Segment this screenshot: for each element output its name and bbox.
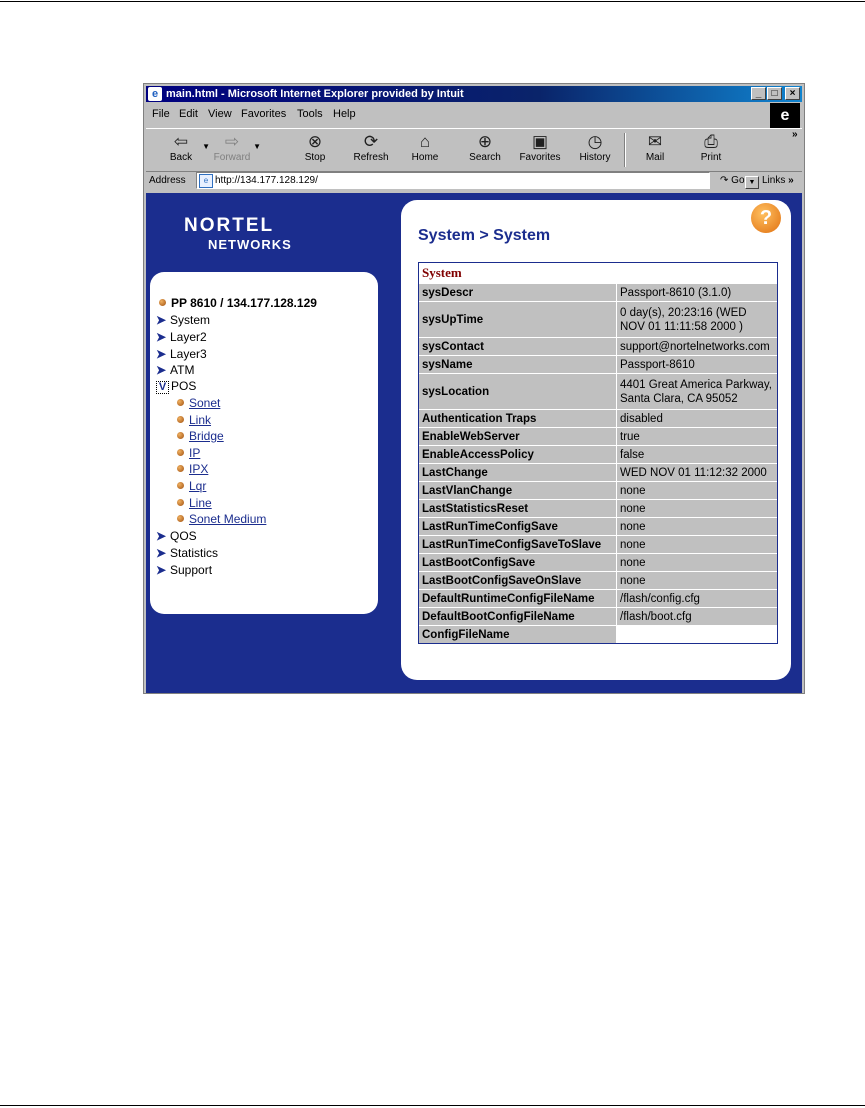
bullet-icon <box>177 465 184 472</box>
minimize-button[interactable]: _ <box>751 87 766 100</box>
print-icon: ⎙ <box>704 132 718 151</box>
bullet-icon <box>177 515 184 522</box>
bullet-icon <box>177 399 184 406</box>
field-label: EnableAccessPolicy <box>419 446 616 463</box>
expand-arrow-icon: ➤ <box>156 313 167 327</box>
field-value: none <box>617 500 777 517</box>
table-row <box>419 571 777 589</box>
nav-subitem-line[interactable]: Line <box>177 496 212 510</box>
history-button[interactable]: ◷ History <box>572 132 618 163</box>
forward-button[interactable]: ⇨ Forward ▼ <box>209 132 255 163</box>
nav-subitem-sonet[interactable]: Sonet <box>177 396 220 410</box>
nav-item-support[interactable]: ➤ Support <box>156 563 213 577</box>
field-value: none <box>617 554 777 571</box>
maximize-button[interactable]: □ <box>767 87 782 100</box>
nav-item-statistics[interactable]: ➤ Statistics <box>156 546 219 560</box>
field-label: LastBootConfigSave <box>419 554 616 571</box>
table-row <box>419 463 777 481</box>
refresh-button[interactable]: ⟳ Refresh <box>348 132 394 163</box>
ie-throbber-logo: e <box>770 103 800 129</box>
table-row <box>419 607 777 625</box>
search-button[interactable]: ⊕ Search <box>462 132 508 163</box>
forward-arrow-icon: ⇨ <box>224 132 240 151</box>
table-row <box>419 535 777 553</box>
back-arrow-icon: ⇦ <box>173 132 189 151</box>
expand-arrow-icon: ➤ <box>156 363 167 377</box>
home-icon: ⌂ <box>419 132 431 151</box>
bullet-icon <box>177 416 184 423</box>
nav-item-pos[interactable]: V POS <box>156 379 196 394</box>
window-title: main.html - Microsoft Internet Explorer provided by Intuit <box>166 88 464 100</box>
print-button[interactable]: ⎙ Print <box>688 132 734 163</box>
menu-help[interactable]: Help <box>333 108 356 120</box>
page-content <box>146 193 802 693</box>
field-label: LastChange <box>419 464 616 481</box>
field-label: DefaultBootConfigFileName <box>419 608 616 625</box>
page-icon: e <box>199 174 213 188</box>
field-value: disabled <box>617 410 777 427</box>
field-label: sysContact <box>419 338 616 355</box>
field-label: LastBootConfigSaveOnSlave <box>419 572 616 589</box>
expand-arrow-icon: ➤ <box>156 330 167 344</box>
search-icon: ⊕ <box>477 132 493 151</box>
field-value: Passport-8610 <box>617 356 777 373</box>
refresh-icon: ⟳ <box>363 132 379 151</box>
collapse-arrow-icon: V <box>156 381 169 394</box>
field-value: /flash/config.cfg <box>617 590 777 607</box>
history-icon: ◷ <box>587 132 603 151</box>
ie-app-icon: e <box>148 87 162 101</box>
table-row <box>419 499 777 517</box>
page-title: System > System <box>418 227 551 244</box>
bullet-icon <box>159 299 166 306</box>
menu-bar <box>146 104 802 124</box>
nav-subitem-lqr[interactable]: Lqr <box>177 479 206 493</box>
field-value: true <box>617 428 777 445</box>
field-value: none <box>617 518 777 535</box>
favorites-button[interactable]: ▣ Favorites <box>517 132 563 163</box>
table-row <box>419 301 777 337</box>
table-row <box>419 409 777 427</box>
field-label: LastRunTimeConfigSaveToSlave <box>419 536 616 553</box>
field-label: LastRunTimeConfigSave <box>419 518 616 535</box>
table-row <box>419 553 777 571</box>
menu-file[interactable]: File <box>152 108 170 120</box>
field-label: ConfigFileName <box>419 626 616 643</box>
field-value: none <box>617 572 777 589</box>
nav-subitem-link[interactable]: Link <box>177 413 211 427</box>
field-label: DefaultRuntimeConfigFileName <box>419 590 616 607</box>
expand-arrow-icon: ➤ <box>156 529 167 543</box>
field-value: 4401 Great America Parkway, Santa Clara, CA 95052 <box>617 374 777 409</box>
page-bottom-rule <box>0 1105 865 1106</box>
table-row <box>419 337 777 355</box>
menu-view[interactable]: View <box>208 108 232 120</box>
table-row <box>419 625 777 643</box>
field-value: Passport-8610 (3.1.0) <box>617 284 777 301</box>
nav-subitem-ipx[interactable]: IPX <box>177 462 208 476</box>
nav-item-atm[interactable]: ➤ ATM <box>156 363 195 377</box>
nav-subitem-bridge[interactable]: Bridge <box>177 429 224 443</box>
field-value: 0 day(s), 20:23:16 (WED NOV 01 11:11:58 2000 ) <box>617 302 777 337</box>
field-value: false <box>617 446 777 463</box>
go-button[interactable]: ↷ Go <box>720 175 745 186</box>
field-label: LastVlanChange <box>419 482 616 499</box>
field-value: support@nortelnetworks.com <box>617 338 777 355</box>
field-label: sysUpTime <box>419 302 616 337</box>
table-row <box>419 355 777 373</box>
close-button[interactable]: × <box>785 87 800 100</box>
expand-arrow-icon: ➤ <box>156 546 167 560</box>
back-dropdown-icon[interactable]: ▼ <box>202 142 210 151</box>
nortel-networks-logo: NORTEL NETWORKS <box>184 215 292 252</box>
field-label: sysLocation <box>419 374 616 409</box>
table-row <box>419 445 777 463</box>
links-chevron-icon: » <box>788 175 794 186</box>
go-arrow-icon: ↷ <box>720 175 729 186</box>
browser-window <box>143 83 805 694</box>
table-row <box>419 517 777 535</box>
bullet-icon <box>177 482 184 489</box>
table-row <box>419 481 777 499</box>
field-value <box>617 626 777 643</box>
field-value: /flash/boot.cfg <box>617 608 777 625</box>
forward-dropdown-icon[interactable]: ▼ <box>253 142 261 151</box>
links-button[interactable]: Links » <box>762 175 794 186</box>
nav-subitem-sonet-medium[interactable]: Sonet Medium <box>177 512 266 526</box>
nav-item-system[interactable]: ➤ System <box>156 313 211 327</box>
address-label: Address <box>149 175 186 186</box>
bullet-icon <box>177 432 184 439</box>
mail-icon: ✉ <box>647 132 663 151</box>
toolbar-separator <box>624 133 626 167</box>
menu-tools[interactable]: Tools <box>297 108 323 120</box>
help-icon[interactable]: ? <box>751 203 781 233</box>
table-row <box>419 427 777 445</box>
field-label: LastStatisticsReset <box>419 500 616 517</box>
field-value: none <box>617 482 777 499</box>
field-label: EnableWebServer <box>419 428 616 445</box>
title-bar <box>146 86 802 102</box>
nav-root-device[interactable]: PP 8610 / 134.177.128.129 <box>159 296 317 310</box>
favorites-folder-icon: ▣ <box>531 132 549 151</box>
menu-edit[interactable]: Edit <box>179 108 198 120</box>
stop-button[interactable]: ⊗ Stop <box>292 132 338 163</box>
field-label: sysName <box>419 356 616 373</box>
back-button[interactable]: ⇦ Back ▼ <box>158 132 204 163</box>
system-panel <box>401 200 791 680</box>
nav-item-layer3[interactable]: ➤ Layer3 <box>156 347 207 361</box>
field-label: sysDescr <box>419 284 616 301</box>
page-top-rule <box>0 1 865 2</box>
expand-arrow-icon: ➤ <box>156 347 167 361</box>
home-button[interactable]: ⌂ Home <box>402 132 448 163</box>
bullet-icon <box>177 449 184 456</box>
bullet-icon <box>177 499 184 506</box>
stop-icon: ⊗ <box>307 132 323 151</box>
menu-favorites[interactable]: Favorites <box>241 108 287 120</box>
field-value: none <box>617 536 777 553</box>
table-row <box>419 589 777 607</box>
address-dropdown-icon[interactable]: ▼ <box>745 176 759 189</box>
nav-subitem-ip[interactable]: IP <box>177 446 200 460</box>
navigation-tree <box>150 272 378 614</box>
table-heading: System <box>422 265 462 280</box>
nav-item-layer2[interactable]: ➤ Layer2 <box>156 330 207 344</box>
mail-button[interactable]: ✉ Mail <box>632 132 678 163</box>
nav-item-qos[interactable]: ➤ QOS <box>156 529 197 543</box>
expand-arrow-icon: ➤ <box>156 563 167 577</box>
address-bar <box>146 171 802 191</box>
field-value: WED NOV 01 11:12:32 2000 <box>617 464 777 481</box>
field-label: Authentication Traps <box>419 410 616 427</box>
system-table <box>418 262 778 644</box>
table-row <box>419 283 777 301</box>
table-row <box>419 373 777 409</box>
toolbar-overflow-chevron-icon[interactable]: » <box>792 129 798 140</box>
toolbar <box>146 128 802 172</box>
address-url: http://134.177.128.129/ <box>215 175 318 186</box>
